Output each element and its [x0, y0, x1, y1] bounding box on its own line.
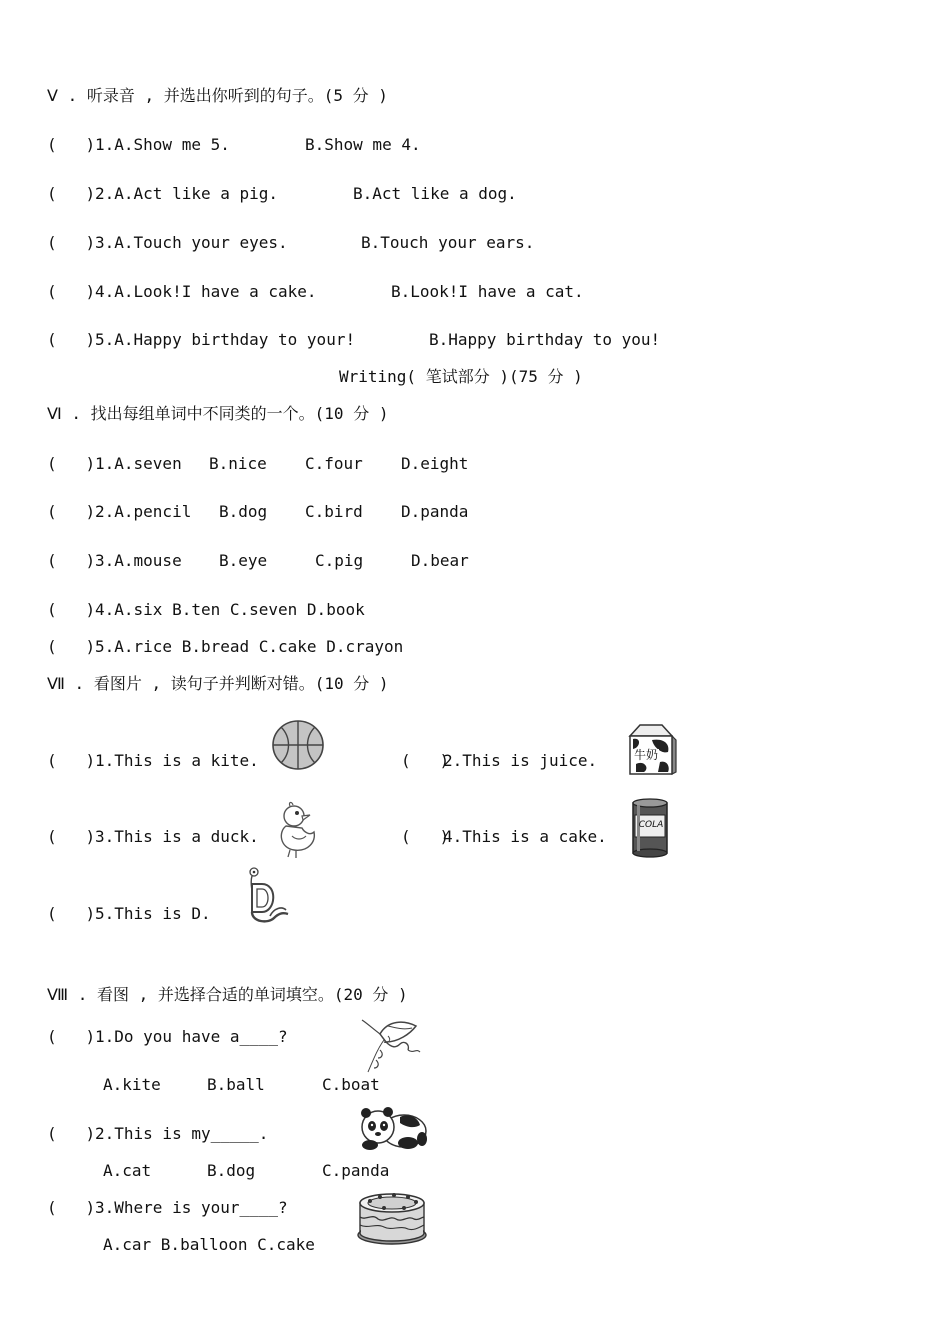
s7-q5-sentence: 5.This is D. — [95, 904, 211, 923]
s6-q2-option-b: B.dog — [219, 502, 268, 521]
s7-q2-sentence: 2.This is juice. — [443, 751, 598, 770]
s8-q3-sentence: 3.Where is your____? — [95, 1198, 288, 1217]
s6-q5-answer-paren[interactable]: ( ) — [47, 637, 96, 656]
s6-q1-option-c: C.four — [305, 454, 363, 473]
writing-part-title: Writing( 笔试部分 )(75 分 ) — [339, 367, 583, 386]
kite-picture — [358, 1014, 424, 1076]
s7-q5-answer-paren[interactable]: ( ) — [47, 904, 96, 923]
s8-q1-answer-paren[interactable]: ( ) — [47, 1027, 96, 1046]
s6-q3-option-d: D.bear — [411, 551, 469, 570]
s5-q1-option-b: B.Show me 4. — [305, 135, 421, 154]
s5-q5-answer-paren[interactable]: ( ) — [47, 330, 96, 349]
s6-q2-answer-paren[interactable]: ( ) — [47, 502, 96, 521]
s8-q2-answer-paren[interactable]: ( ) — [47, 1124, 96, 1143]
s8-q1-option-b: B.ball — [207, 1075, 265, 1094]
s5-q3-answer-paren[interactable]: ( ) — [47, 233, 96, 252]
s6-q4-options: 4.A.six B.ten C.seven D.book — [95, 600, 365, 619]
s8-q1-option-c: C.boat — [322, 1075, 380, 1094]
s7-q3-sentence: 3.This is a duck. — [95, 827, 259, 846]
s6-q3-option-b: B.eye — [219, 551, 268, 570]
s6-q3-option-c: C.pig — [315, 551, 364, 570]
cola-can-label: COLA — [638, 820, 664, 830]
s6-q1-option-a: 1.A.seven — [95, 454, 182, 473]
s8-q3-options: A.car B.balloon C.cake — [103, 1235, 315, 1254]
s6-q4-answer-paren[interactable]: ( ) — [47, 600, 96, 619]
s5-q4-answer-paren[interactable]: ( ) — [47, 282, 96, 301]
milk-carton-label: 牛奶 — [634, 748, 659, 762]
s5-q2-option-a: 2.A.Act like a pig. — [95, 184, 279, 203]
s8-q2-option-c: C.panda — [322, 1161, 390, 1180]
s6-q2-option-c: C.bird — [305, 502, 363, 521]
letter-d-snake-picture — [246, 866, 292, 928]
s5-q3-option-a: 3.A.Touch your eyes. — [95, 233, 288, 252]
basketball-picture — [271, 719, 327, 771]
s8-q2-option-a: A.cat — [103, 1161, 152, 1180]
s7-q4-sentence: 4.This is a cake. — [443, 827, 607, 846]
s5-q5-option-a: 5.A.Happy birthday to your! — [95, 330, 356, 349]
s6-q1-option-b: B.nice — [209, 454, 267, 473]
s7-q4-answer-paren[interactable]: ( ) — [401, 827, 450, 846]
s8-q1-option-a: A.kite — [103, 1075, 161, 1094]
s6-q1-answer-paren[interactable]: ( ) — [47, 454, 96, 473]
panda-picture — [358, 1099, 428, 1151]
s6-q3-answer-paren[interactable]: ( ) — [47, 551, 96, 570]
s5-q2-answer-paren[interactable]: ( ) — [47, 184, 96, 203]
s7-q3-answer-paren[interactable]: ( ) — [47, 827, 96, 846]
s5-q1-answer-paren[interactable]: ( ) — [47, 135, 96, 154]
section5-heading: Ⅴ . 听录音 , 并选出你听到的句子。(5 分 ) — [47, 86, 388, 105]
s5-q3-option-b: B.Touch your ears. — [361, 233, 535, 252]
s8-q3-answer-paren[interactable]: ( ) — [47, 1198, 96, 1217]
s5-q1-option-a: 1.A.Show me 5. — [95, 135, 230, 154]
s5-q2-option-b: B.Act like a dog. — [353, 184, 517, 203]
s6-q1-option-d: D.eight — [401, 454, 469, 473]
s6-q2-option-a: 2.A.pencil — [95, 502, 192, 521]
s5-q4-option-b: B.Look!I have a cat. — [391, 282, 584, 301]
section7-heading: Ⅶ . 看图片 , 读句子并判断对错。(10 分 ) — [47, 674, 389, 693]
milk-carton-picture — [624, 722, 678, 776]
s8-q1-sentence: 1.Do you have a____? — [95, 1027, 288, 1046]
s7-q2-answer-paren[interactable]: ( ) — [401, 751, 450, 770]
section8-heading: Ⅷ . 看图 , 并选择合适的单词填空。(20 分 ) — [47, 985, 408, 1004]
s6-q5-options: 5.A.rice B.bread C.cake D.crayon — [95, 637, 404, 656]
s5-q4-option-a: 4.A.Look!I have a cake. — [95, 282, 317, 301]
s8-q2-sentence: 2.This is my_____. — [95, 1124, 269, 1143]
s6-q3-option-a: 3.A.mouse — [95, 551, 182, 570]
duck-picture — [276, 800, 320, 860]
section6-heading: Ⅵ . 找出每组单词中不同类的一个。(10 分 ) — [47, 404, 389, 423]
cola-can-picture — [631, 797, 671, 859]
s8-q2-option-b: B.dog — [207, 1161, 256, 1180]
s6-q2-option-d: D.panda — [401, 502, 469, 521]
s7-q1-sentence: 1.This is a kite. — [95, 751, 259, 770]
s7-q1-answer-paren[interactable]: ( ) — [47, 751, 96, 770]
cake-picture — [356, 1189, 430, 1247]
s5-q5-option-b: B.Happy birthday to you! — [429, 330, 661, 349]
